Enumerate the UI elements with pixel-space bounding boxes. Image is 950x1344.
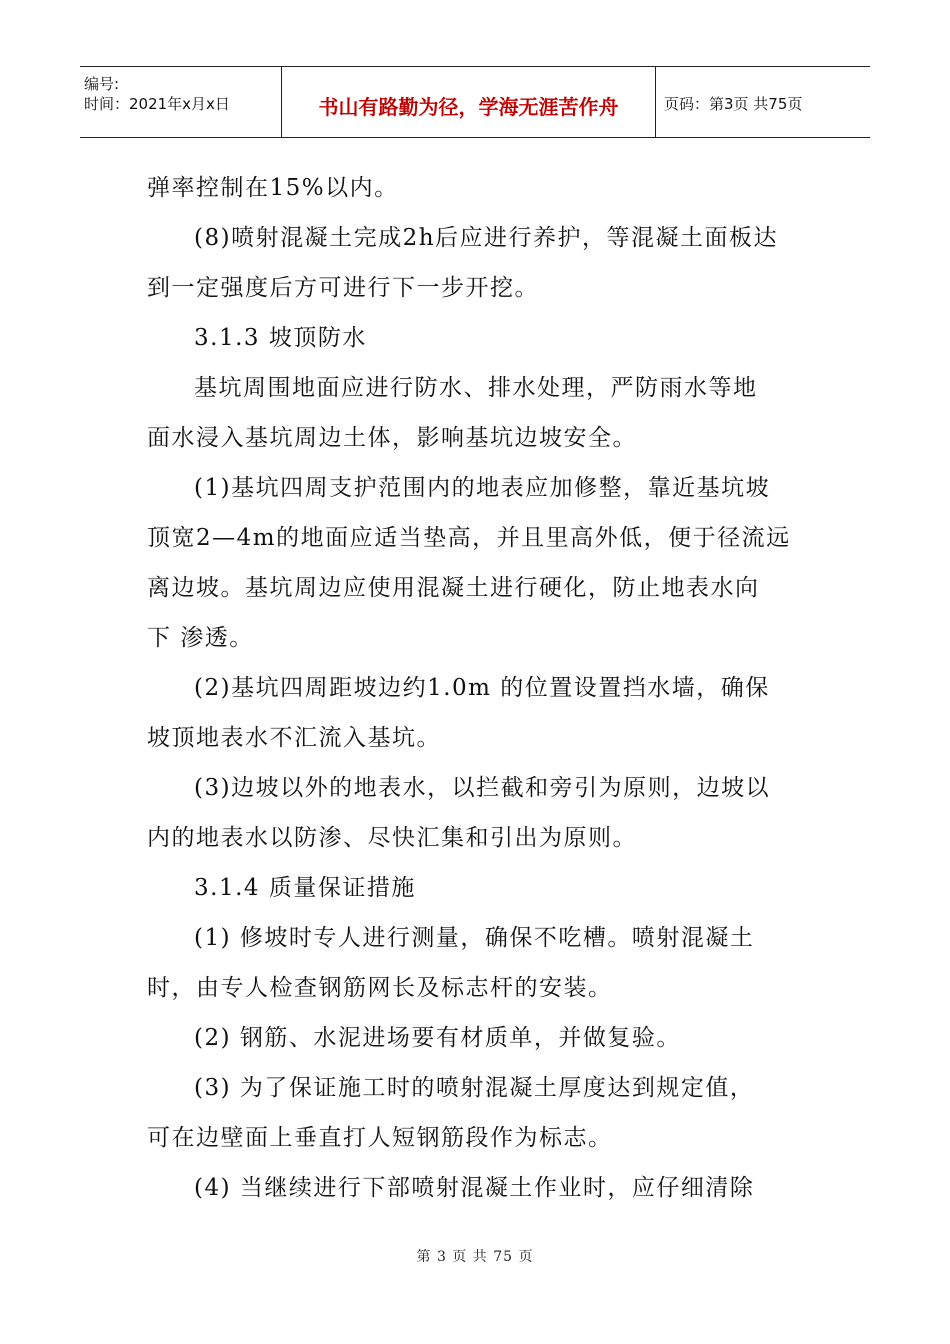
time-label: 时间：2021年x月x日 [84, 95, 230, 113]
header-left-cell [80, 67, 282, 137]
body-line: (3)边坡以外的地表水，以拦截和旁引为原则，边坡以 [194, 775, 771, 801]
body-line: 离边坡。基坑周边应使用混凝土进行硬化，防止地表水向 [147, 575, 760, 601]
body-line: (8)喷射混凝土完成2h后应进行养护，等混凝土面板达 [194, 225, 779, 251]
body-line: (1)基坑四周支护范围内的地表应加修整，靠近基坑坡 [194, 475, 771, 501]
body-line: 面水浸入基坑周边土体，影响基坑边坡安全。 [147, 425, 637, 451]
motto: 书山有路勤为径，学海无涯苦作舟 [318, 95, 619, 119]
body-line: 内的地表水以防渗、尽快汇集和引出为原则。 [147, 825, 637, 851]
page-info: 页码：第3页 共75页 [664, 95, 803, 113]
body-line: 弹率控制在15%以内。 [147, 175, 399, 201]
body-line: 坡顶地表水不汇流入基坑。 [147, 725, 441, 751]
body-line: 可在边壁面上垂直打人短钢筋段作为标志。 [147, 1125, 613, 1151]
document-body [147, 163, 807, 1213]
body-line: 顶宽2—4m的地面应适当垫高，并且里高外低，便于径流远 [147, 525, 791, 551]
body-line: 3.1.3 坡顶防水 [194, 325, 367, 351]
body-line: 下 渗透。 [147, 625, 254, 651]
number-label: 编号: [84, 75, 120, 93]
body-line: 3.1.4 质量保证措施 [194, 875, 416, 901]
body-line: (1) 修坡时专人进行测量，确保不吃槽。喷射混凝土 [194, 925, 755, 951]
page-footer: 第 3 页 共 75 页 [416, 1249, 534, 1265]
body-line: (2)基坑四周距坡边约1.0m 的位置设置挡水墙，确保 [194, 675, 770, 701]
body-line: 时，由专人检查钢筋网长及标志杆的安装。 [147, 975, 613, 1001]
header-right-cell [656, 67, 870, 137]
body-line: (2) 钢筋、水泥进场要有材质单，并做复验。 [194, 1025, 681, 1051]
body-line: (4) 当继续进行下部喷射混凝土作业时，应仔细清除 [194, 1175, 755, 1201]
body-line: 到一定强度后方可进行下一步开挖。 [147, 275, 539, 301]
header-motto-cell [282, 67, 656, 137]
body-line: (3) 为了保证施工时的喷射混凝土厚度达到规定值， [194, 1075, 755, 1101]
document-header [80, 66, 870, 138]
body-line: 基坑周围地面应进行防水、排水处理，严防雨水等地 [194, 375, 758, 401]
